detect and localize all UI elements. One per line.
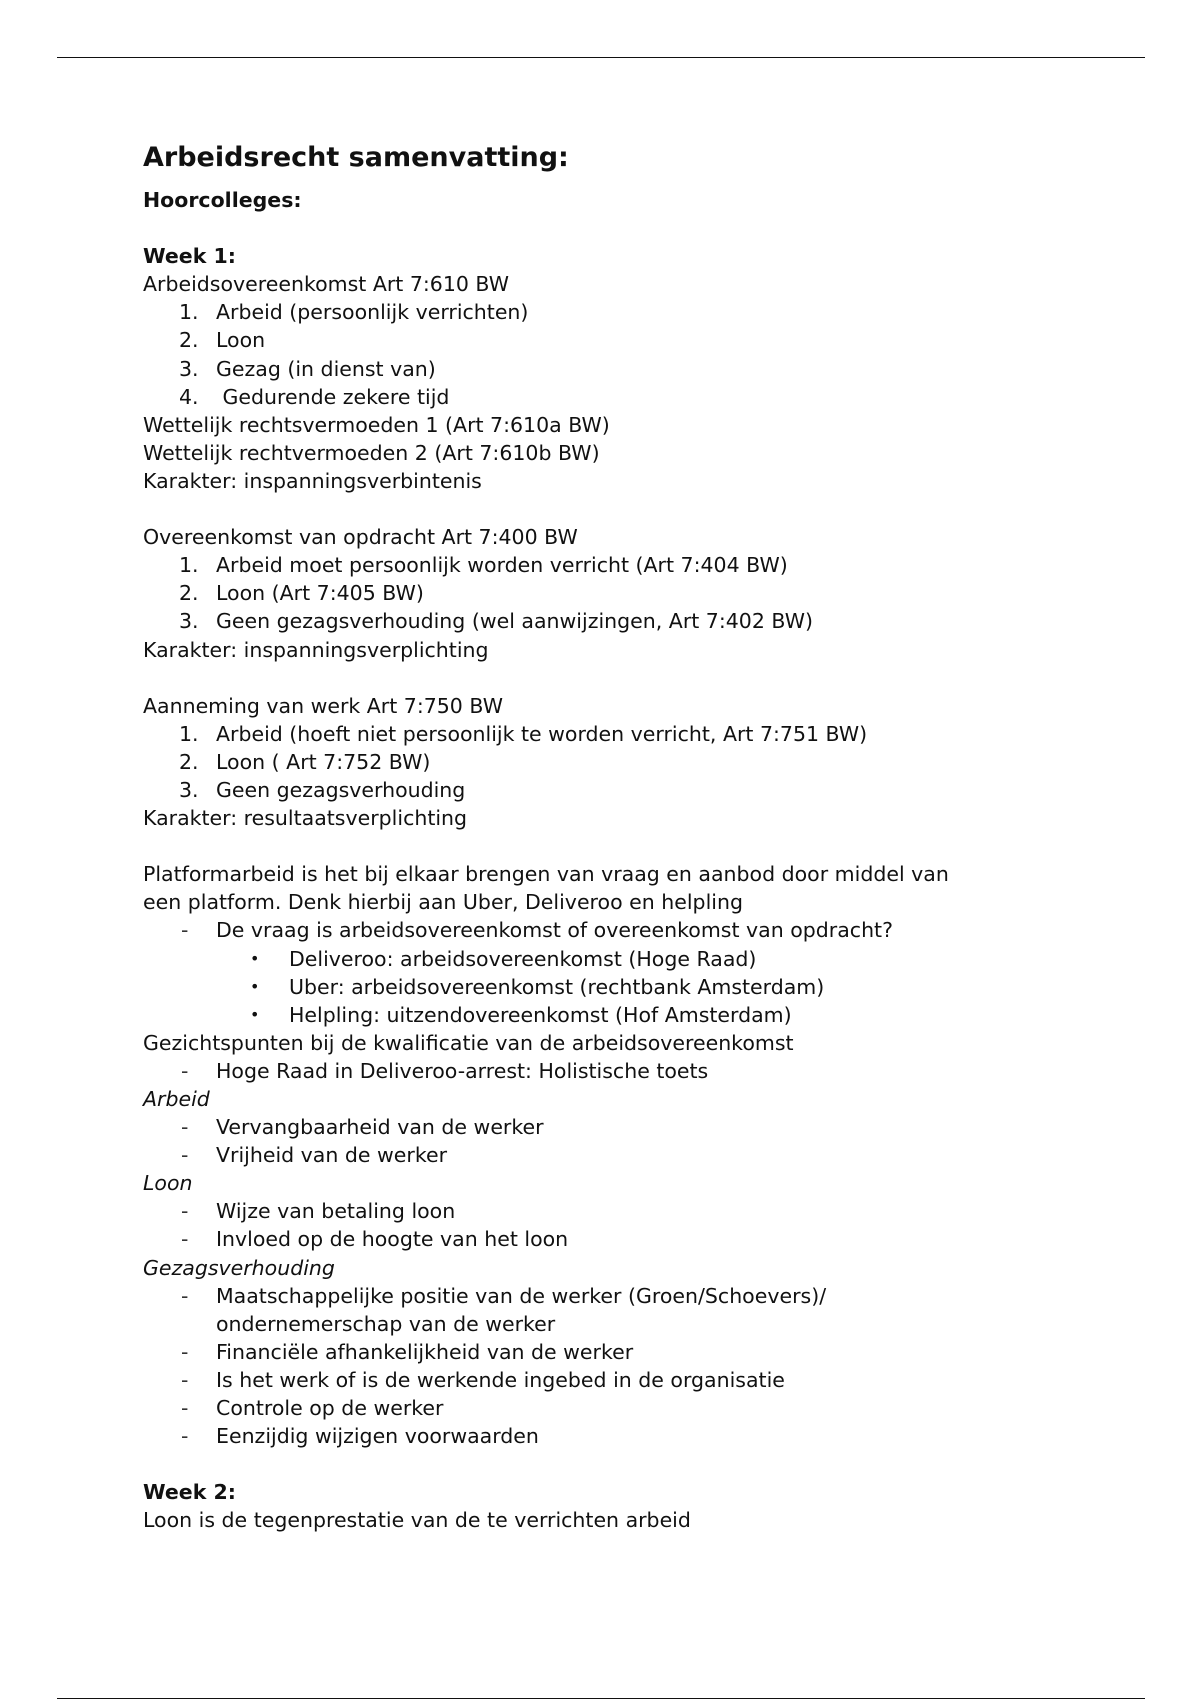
dash-marker: - xyxy=(181,918,189,943)
week-2-line: Loon is de tegenprestatie van de te verrichten arbeid xyxy=(143,1508,691,1533)
list-number: 3. xyxy=(179,777,199,802)
list-item-continuation xyxy=(143,1310,1083,1338)
list-item xyxy=(143,916,1083,944)
document-page xyxy=(143,140,1083,1535)
list-item-text: Is het werk of is de werkende ingebed in de organisatie xyxy=(216,1367,785,1392)
dash-marker: - xyxy=(181,1424,189,1449)
bottom-rule xyxy=(57,1698,1145,1699)
dash-marker: - xyxy=(181,1058,189,1083)
karakter-line: Karakter: inspanningsverplichting xyxy=(143,637,489,662)
list-item xyxy=(143,748,1083,776)
list-item xyxy=(143,326,1083,354)
bullet-marker: • xyxy=(250,948,260,968)
opdracht-heading: Overeenkomst van opdracht Art 7:400 BW xyxy=(143,525,578,550)
list-number: 3. xyxy=(179,609,199,634)
bullet-marker: • xyxy=(250,976,260,996)
list-item-text: Gezag (in dienst van) xyxy=(216,356,436,381)
list-item-text: Eenzijdig wijzigen voorwaarden xyxy=(216,1424,539,1449)
dash-marker: - xyxy=(181,1367,189,1392)
arbeid-label: Arbeid xyxy=(143,1087,210,1111)
list-item xyxy=(143,973,1083,1001)
dash-marker: - xyxy=(181,1339,189,1364)
list-item xyxy=(143,1282,1083,1310)
list-item xyxy=(143,1394,1083,1422)
list-item-text: Deliveroo: arbeidsovereenkomst (Hoge Raad) xyxy=(289,946,757,971)
list-item-text: Invloed op de hoogte van het loon xyxy=(216,1227,569,1252)
dash-marker: - xyxy=(181,1115,189,1140)
list-item-text: Controle op de werker xyxy=(216,1396,444,1421)
list-item-text: Arbeid moet persoonlijk worden verricht (Art 7:404 BW) xyxy=(216,553,788,578)
list-number: 1. xyxy=(179,553,199,578)
list-item-text: Geen gezagsverhouding xyxy=(216,777,466,802)
list-item xyxy=(143,355,1083,383)
note-line: Wettelijk rechtvermoeden 2 (Art 7:610b BW) xyxy=(143,440,600,465)
list-item-text: Financiële afhankelijkheid van de werker xyxy=(216,1339,634,1364)
list-item xyxy=(143,551,1083,579)
dash-marker: - xyxy=(181,1199,189,1224)
list-item xyxy=(143,1057,1083,1085)
list-item xyxy=(143,1338,1083,1366)
list-item-text: Vervangbaarheid van de werker xyxy=(216,1115,544,1140)
list-item xyxy=(143,945,1083,973)
list-item xyxy=(143,298,1083,326)
note-line: Wettelijk rechtsvermoeden 1 (Art 7:610a BW) xyxy=(143,412,610,437)
list-number: 2. xyxy=(179,328,199,353)
list-number: 4. xyxy=(179,384,199,409)
dash-marker: - xyxy=(181,1283,189,1308)
list-item xyxy=(143,1113,1083,1141)
list-item xyxy=(143,1197,1083,1225)
dash-marker: - xyxy=(181,1227,189,1252)
dash-marker: - xyxy=(181,1396,189,1421)
gezichtspunten-heading: Gezichtspunten bij de kwalificatie van de arbeidsovereenkomst xyxy=(143,1030,794,1055)
loon-label: Loon xyxy=(143,1171,193,1196)
list-item-text: Loon xyxy=(216,328,266,353)
list-item-text: ondernemerschap van de werker xyxy=(216,1311,556,1336)
list-item xyxy=(143,1366,1083,1394)
list-item-text: Uber: arbeidsovereenkomst (rechtbank Amsterdam) xyxy=(289,974,825,999)
bullet-marker: • xyxy=(250,1004,260,1024)
list-item-text: Arbeid (hoeft niet persoonlijk te worden verricht, Art 7:751 BW) xyxy=(216,721,868,746)
platform-paragraph-line: een platform. Denk hierbij aan Uber, Deliveroo en helpling xyxy=(143,890,743,915)
list-item-text: Geen gezagsverhouding (wel aanwijzingen, Art 7:402 BW) xyxy=(216,609,813,634)
list-item xyxy=(143,1001,1083,1029)
list-number: 3. xyxy=(179,356,199,381)
list-item xyxy=(143,1422,1083,1450)
top-rule xyxy=(57,57,1145,58)
karakter-line: Karakter: inspanningsverbintenis xyxy=(143,468,482,493)
list-item xyxy=(143,776,1083,804)
list-item-text: Wijze van betaling loon xyxy=(216,1199,456,1224)
section-subtitle: Hoorcolleges: xyxy=(143,188,302,212)
week-2-heading: Week 2: xyxy=(143,1480,236,1505)
list-item-text: Hoge Raad in Deliveroo-arrest: Holistische toets xyxy=(216,1058,709,1083)
platform-paragraph-line: Platformarbeid is het bij elkaar brengen van vraag en aanbod door middel van xyxy=(143,862,949,887)
list-item xyxy=(143,720,1083,748)
list-item xyxy=(143,607,1083,635)
document-title: Arbeidsrecht samenvatting: xyxy=(143,142,569,173)
list-number: 1. xyxy=(179,300,199,325)
list-item-text: Vrijheid van de werker xyxy=(216,1143,448,1168)
list-item xyxy=(143,383,1083,411)
list-item-text: Loon ( Art 7:752 BW) xyxy=(216,749,431,774)
list-item xyxy=(143,1141,1083,1169)
list-number: 2. xyxy=(179,749,199,774)
list-item-text: Arbeid (persoonlijk verrichten) xyxy=(216,300,529,325)
list-item-text: Loon (Art 7:405 BW) xyxy=(216,581,424,606)
list-number: 2. xyxy=(179,581,199,606)
aanneming-heading: Aanneming van werk Art 7:750 BW xyxy=(143,693,503,718)
dash-marker: - xyxy=(181,1143,189,1168)
list-item-text: De vraag is arbeidsovereenkomst of overeenkomst van opdracht? xyxy=(216,918,893,943)
list-item-text: Maatschappelijke positie van de werker (Groen/Schoevers)/ xyxy=(216,1283,827,1308)
karakter-line: Karakter: resultaatsverplichting xyxy=(143,806,468,831)
list-item xyxy=(143,1225,1083,1253)
list-item xyxy=(143,579,1083,607)
list-number: 1. xyxy=(179,721,199,746)
week-1-heading: Week 1: xyxy=(143,244,236,269)
list-item-text: Helpling: uitzendovereenkomst (Hof Amsterdam) xyxy=(289,1002,792,1027)
gezagsverhouding-label: Gezagsverhouding xyxy=(143,1255,335,1280)
arbeidsovereenkomst-heading: Arbeidsovereenkomst Art 7:610 BW xyxy=(143,272,510,297)
list-item-text: Gedurende zekere tijd xyxy=(216,384,450,409)
